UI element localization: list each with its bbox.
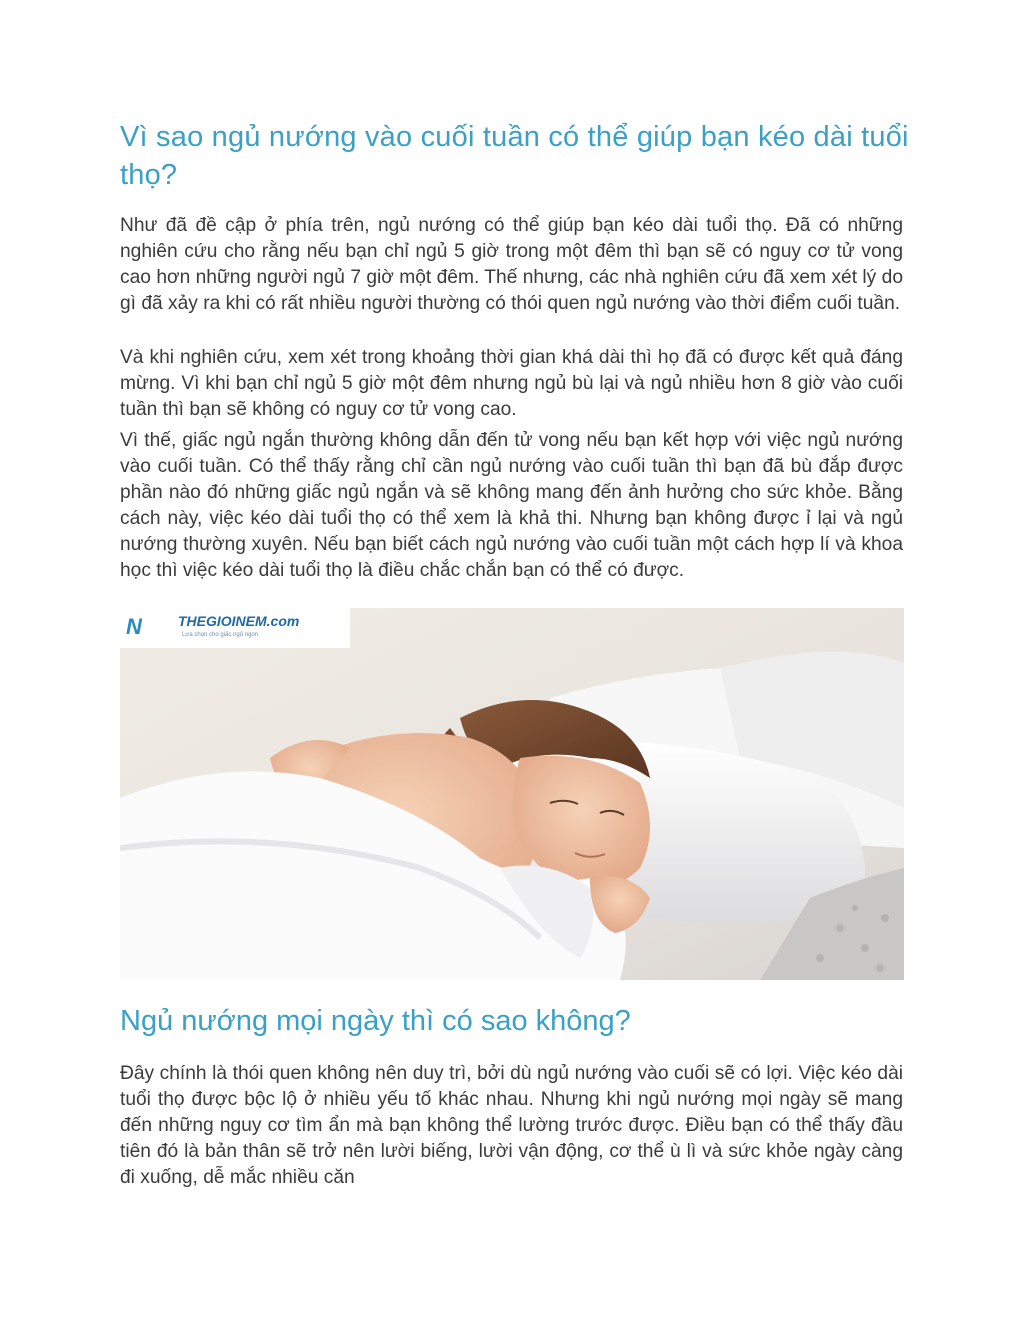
logo-icon: N <box>126 614 142 639</box>
paragraph-4: Đây chính là thói quen không nên duy trì, bởi dù ngủ nướng vào cuối sẽ có lợi. Việc kéo dài tuổi thọ được bộc lộ ở nhiều yếu tố khác nhau. Nhưng khi ngủ nướng mọi ngày sẽ mang đến những nguy cơ tìm ẩn mà bạn không thể lường trước được. Điều bạn có thể thấy đầu tiên đó là bản thân sẽ trở nên lười biếng, lười vận động, cơ thể ù lì và sức khỏe ngày càng đi xuống, dễ mắc nhiều căn <box>120 1063 903 1188</box>
sleeping-woman-photo <box>120 608 904 980</box>
section-heading-daily: Ngủ nướng mọi ngày thì có sao không? <box>120 1005 631 1037</box>
logo-tagline: Lựa chọn cho giấc ngủ ngon <box>182 632 259 638</box>
logo-text: THEGIOINEM.com <box>178 613 300 629</box>
paragraph-3: Vì thế, giấc ngủ ngắn thường không dẫn đến tử vong nếu bạn kết hợp với việc ngủ nướng vào cuối tuần. Có thể thấy rằng chỉ cần ngủ nướng vào cuối tuần thì bạn đã bù đắp được phần nào đó những giấc ngủ ngắn và sẽ không mang đến ảnh hưởng cho sức khỏe. Bằng cách này, việc kéo dài tuổi thọ có thể xem là khả thi. Nhưng bạn không được ỉ lại và ngủ nướng thường xuyên. Nếu bạn biết cách ngủ nướng vào cuối tuần một cách hợp lí và khoa học thì việc kéo dài tuổi thọ là điều chắc chắn bạn có thể có được. <box>120 430 903 581</box>
paragraph-1: Như đã đề cập ở phía trên, ngủ nướng có thể giúp bạn kéo dài tuổi thọ. Đã có những nghiên cứu cho rằng nếu bạn chỉ ngủ 5 giờ trong một đêm thì bạn sẽ có nguy cơ tử vong cao hơn những người ngủ 7 giờ một đêm. Thế nhưng, các nhà nghiên cứu đã xem xét lý do gì đã xảy ra khi có rất nhiều người thường có thói quen ngủ nướng vào thời điểm cuối tuần. <box>120 215 903 314</box>
section-heading-longevity: Vì sao ngủ nướng vào cuối tuần có thể giúp bạn kéo dài tuổi thọ? <box>120 121 909 191</box>
brand-logo <box>120 608 350 648</box>
paragraph-2: Và khi nghiên cứu, xem xét trong khoảng thời gian khá dài thì họ đã có được kết quả đáng mừng. Vì khi bạn chỉ ngủ 5 giờ một đêm nhưng ngủ bù lại và ngủ nhiều hơn 8 giờ vào cuối tuần thì bạn sẽ không có nguy cơ tử vong cao. <box>120 347 903 420</box>
photo-illustration <box>120 608 904 980</box>
